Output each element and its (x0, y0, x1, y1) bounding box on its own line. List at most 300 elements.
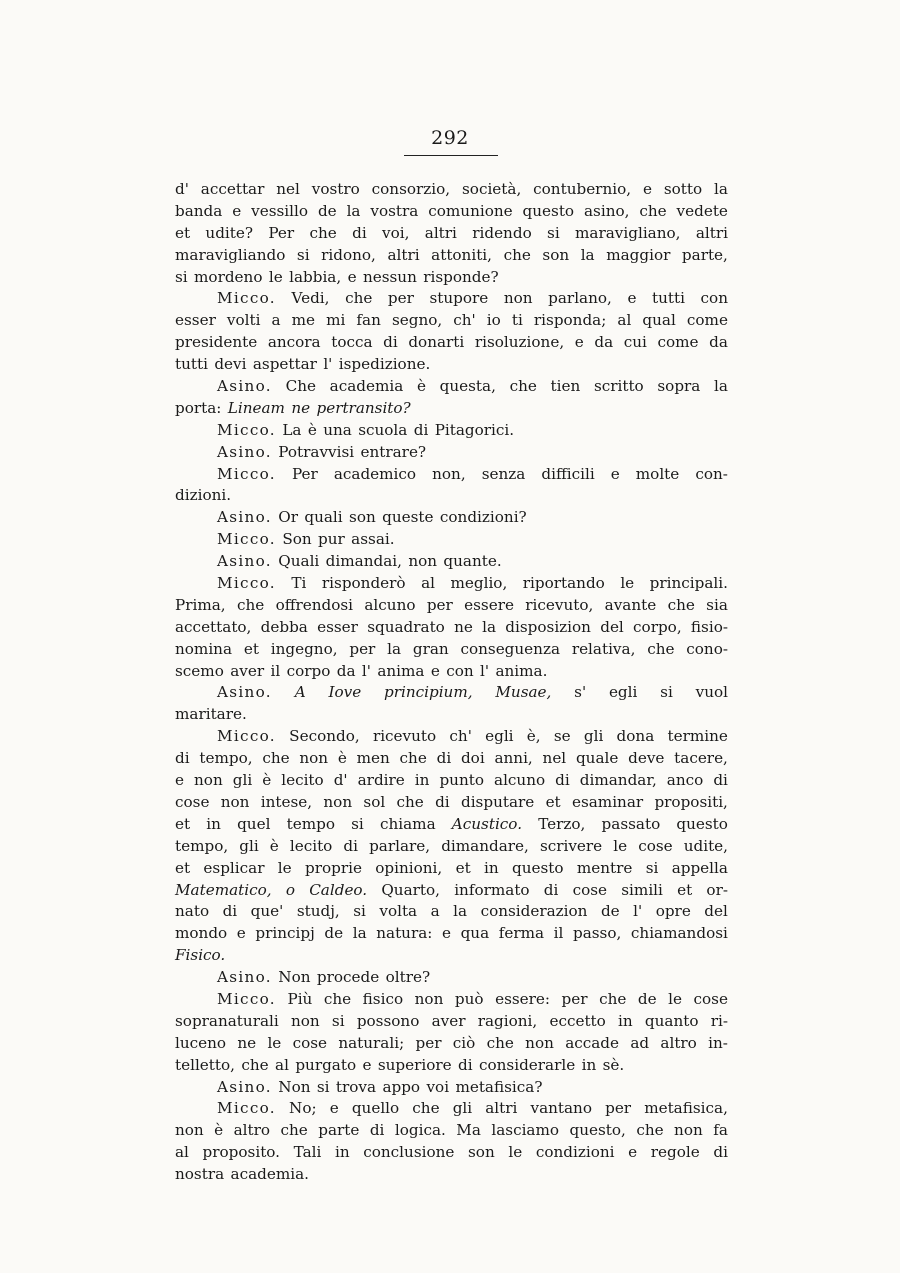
word: doi (460, 749, 485, 768)
word: labbia, (289, 267, 342, 286)
word: superiore (377, 1055, 452, 1074)
word: di (543, 880, 559, 899)
word: scrivere (539, 836, 603, 855)
word: di (175, 749, 190, 768)
italic-word: Acustico. (451, 814, 523, 833)
word: il (270, 661, 281, 680)
text-line (175, 704, 728, 726)
word: de (600, 902, 620, 921)
word: meglio, (450, 574, 508, 593)
word: egli (485, 727, 514, 746)
word: vostra (370, 201, 419, 220)
word: la (714, 377, 728, 396)
word: vessillo (251, 201, 309, 220)
word: si (331, 1011, 345, 1030)
speaker-line (175, 1077, 728, 1099)
word: metafisica, (644, 1099, 728, 1118)
word: e (362, 1055, 372, 1074)
text-line (175, 223, 728, 245)
speaker-name: Asino. (217, 1077, 272, 1096)
text-line (175, 945, 728, 967)
word: Son (282, 530, 312, 549)
word: porta: (175, 398, 222, 417)
word: cose (175, 792, 210, 811)
word: Più (287, 989, 313, 1008)
word: non (408, 552, 438, 571)
word: al (175, 1143, 189, 1162)
word: Vedi, (291, 289, 330, 308)
word: si (316, 1077, 330, 1096)
word: ti (511, 311, 523, 330)
word: men (356, 749, 390, 768)
word: cose (292, 1033, 328, 1052)
speaker-line (175, 967, 728, 989)
word: non (323, 792, 353, 811)
word: aspettar (252, 355, 317, 374)
word: in (581, 1055, 597, 1074)
word: pur (318, 530, 345, 549)
word: relativa, (571, 639, 636, 658)
word: le (267, 1033, 282, 1052)
word: dona (616, 727, 655, 746)
word: che (636, 1121, 664, 1140)
word: che (236, 595, 265, 614)
text-line (175, 1142, 728, 1164)
word: condizioni? (439, 508, 527, 527)
word: son (542, 245, 570, 264)
word: si (353, 902, 366, 921)
word: fan (356, 311, 381, 330)
word: è, (526, 727, 541, 746)
word: logica. (394, 1121, 446, 1140)
word: vantano (530, 1099, 592, 1118)
word: le (613, 836, 628, 855)
italic-word: ne (291, 398, 311, 417)
word: maravigliando (175, 245, 286, 264)
word: essere: (495, 989, 551, 1008)
word: da (336, 661, 356, 680)
word: in- (708, 1033, 728, 1052)
word: non (290, 1011, 320, 1030)
word: si (351, 814, 364, 833)
word: opre (655, 902, 691, 921)
word: molte (635, 464, 680, 483)
word: udite, (683, 836, 728, 855)
word: principali. (649, 574, 728, 593)
word: la (346, 201, 361, 220)
word: intese, (260, 792, 313, 811)
word: nato (175, 902, 210, 921)
word: et (243, 639, 259, 658)
word: è (307, 420, 317, 439)
word: questo (522, 201, 575, 220)
text-line (175, 1011, 728, 1033)
word: la (352, 924, 367, 943)
word: non (414, 989, 444, 1008)
word: scritto (593, 377, 644, 396)
word: mentre (576, 858, 633, 877)
page-number: 292 (431, 127, 469, 149)
word: or- (706, 880, 728, 899)
word: devi (214, 355, 247, 374)
word: che (486, 1033, 514, 1052)
word: a (271, 311, 281, 330)
word: in (618, 1011, 633, 1030)
word: lasciamo (491, 1121, 560, 1140)
word: maritare. (175, 705, 247, 724)
word: senza (481, 464, 526, 483)
word: disposizion (505, 617, 591, 636)
word: d' (333, 771, 348, 790)
italic-word: Matematico, (175, 880, 272, 899)
speaker-name: Micco. (217, 530, 276, 549)
word: tutti (175, 355, 208, 374)
word: conclusione (363, 1143, 455, 1162)
word: che (323, 989, 352, 1008)
text-line (175, 1120, 728, 1142)
word: non, (432, 464, 466, 483)
word: in (206, 814, 221, 833)
word: questo (511, 858, 564, 877)
word: che (309, 223, 337, 242)
word: nel (542, 749, 567, 768)
word: comunione (428, 201, 513, 220)
word: lecito (281, 771, 324, 790)
text-line (175, 1033, 728, 1055)
speaker-name: Micco. (217, 989, 276, 1008)
word: di (352, 223, 367, 242)
word: cono- (686, 639, 728, 658)
word: La (282, 420, 302, 439)
text-line (175, 814, 728, 836)
text-line (175, 485, 728, 507)
italic-word: Iove (328, 683, 362, 702)
word: non (194, 771, 223, 790)
word: accettar (200, 180, 265, 198)
word: quello (351, 1099, 400, 1118)
word: metafisica? (455, 1077, 543, 1096)
word: academico (333, 464, 417, 483)
word: è (214, 1121, 224, 1140)
word: questo, (569, 1121, 626, 1140)
word: di (555, 771, 570, 790)
word: di (713, 1143, 728, 1162)
word: regole (650, 1143, 700, 1162)
speaker-line (175, 288, 728, 310)
word: parlare, (369, 836, 431, 855)
word: e (232, 201, 242, 220)
word: altro (660, 1033, 697, 1052)
word: sè. (602, 1055, 625, 1074)
word: telletto, (175, 1055, 235, 1074)
word: qual (642, 311, 676, 330)
text-line (175, 310, 728, 332)
word: sotto (663, 180, 703, 198)
word: opinioni, (375, 858, 443, 877)
word: quali (304, 508, 343, 527)
word: son (468, 1143, 495, 1162)
word: lecito (289, 836, 333, 855)
word: al (275, 1055, 289, 1074)
word: risponde? (423, 267, 499, 286)
speaker-line (175, 682, 728, 704)
word: questa, (439, 377, 496, 396)
word: altri (485, 1099, 518, 1118)
word: esser (317, 617, 358, 636)
word: possono (356, 1011, 420, 1030)
text-line (175, 245, 728, 267)
word: si (660, 683, 673, 702)
text-line (175, 1055, 728, 1077)
text-line (175, 858, 728, 880)
word: deve (628, 749, 665, 768)
word: alcuno (494, 771, 546, 790)
word: al (617, 311, 632, 330)
word: non (525, 1033, 554, 1052)
word: è (337, 749, 347, 768)
word: come (686, 311, 728, 330)
word: dimandare, (441, 836, 529, 855)
word: trova (335, 1077, 377, 1096)
word: mondo (175, 924, 228, 943)
word: di (343, 836, 358, 855)
word: che (280, 1121, 308, 1140)
word: le (268, 267, 283, 286)
italic-word: principium, (383, 683, 473, 702)
word: nessun (362, 267, 417, 286)
word: conseguenza (460, 639, 561, 658)
speaker-line (175, 442, 728, 464)
word: che (396, 792, 424, 811)
speaker-name: Micco. (217, 289, 276, 308)
word: condizioni (535, 1143, 615, 1162)
word: Terzo, (538, 814, 586, 833)
word: società, (462, 180, 522, 198)
word: vedete (676, 201, 728, 220)
word: ridendo (472, 223, 532, 242)
word: si (296, 245, 310, 264)
word: e (347, 267, 357, 286)
word: si (645, 858, 659, 877)
word: contubernio, (533, 180, 632, 198)
text-line (175, 923, 728, 945)
word: altri (695, 223, 728, 242)
word: non (175, 1121, 204, 1140)
word: in (414, 771, 430, 790)
word: donarti (408, 333, 465, 352)
speaker-name: Asino. (217, 683, 272, 702)
word: parte (318, 1121, 360, 1140)
word: e (628, 1143, 638, 1162)
text-line (175, 179, 728, 201)
text-line (175, 661, 728, 683)
word: passato (601, 814, 661, 833)
word: corpo, (633, 617, 682, 636)
word: per (605, 1099, 632, 1118)
word: propositi, (654, 792, 728, 811)
word: sol (363, 792, 386, 811)
word: studj, (296, 902, 340, 921)
word: ferma (498, 924, 545, 943)
word: Ti (291, 574, 307, 593)
word: l' (361, 661, 371, 680)
word: di (369, 1121, 385, 1140)
word: risponderò (321, 574, 406, 593)
word: presidente (175, 333, 258, 352)
word: volta (379, 902, 418, 921)
italic-word: Caldeo. (309, 880, 368, 899)
word: io (486, 311, 501, 330)
word: mi (326, 311, 346, 330)
word: tutti (652, 289, 685, 308)
speaker-name: Micco. (217, 727, 276, 746)
word: dimandai, (325, 552, 402, 571)
word: e (236, 924, 246, 943)
word: purgato (295, 1055, 357, 1074)
dialogue-text-block (175, 179, 728, 1186)
speaker-name: Micco. (217, 464, 276, 483)
word: Tali (293, 1143, 322, 1162)
word: l' (480, 661, 490, 680)
word: di (383, 333, 398, 352)
word: mordeno (194, 267, 263, 286)
word: luceno (175, 1033, 227, 1052)
word: passo, (572, 924, 622, 943)
word: le (508, 1143, 523, 1162)
word: academia. (230, 1165, 309, 1184)
word: proposito. (202, 1143, 280, 1162)
word: et (545, 792, 561, 811)
word: queste (382, 508, 434, 527)
word: ancora (267, 333, 321, 352)
word: Per (268, 223, 295, 242)
word: esplicar (203, 858, 265, 877)
speaker-line (175, 376, 728, 398)
word: che (667, 595, 695, 614)
word: corpo (286, 661, 331, 680)
word: è (269, 836, 279, 855)
word: volti (226, 311, 261, 330)
word: come (657, 333, 699, 352)
word: nel (276, 180, 300, 198)
word: esaminar (571, 792, 644, 811)
word: d' (175, 180, 189, 198)
word: Quali (278, 552, 320, 571)
speaker-line (175, 420, 728, 442)
word: termine (667, 727, 728, 746)
word: naturali; (338, 1033, 405, 1052)
word: che (345, 289, 373, 308)
word: natura: (376, 924, 433, 943)
word: da (594, 333, 614, 352)
word: essere (464, 595, 514, 614)
text-line (175, 267, 728, 289)
word: gli (452, 1099, 473, 1118)
word: che (647, 639, 675, 658)
word: di (413, 420, 429, 439)
text-line (175, 770, 728, 792)
word: la (580, 245, 595, 264)
word: proprie (304, 858, 362, 877)
word: attoniti, (431, 245, 492, 264)
word: ardire (357, 771, 405, 790)
word: scemo (175, 661, 224, 680)
word: informato (454, 880, 530, 899)
word: ricevuto, (525, 595, 594, 614)
word: ispedizione. (338, 355, 431, 374)
word: academia (329, 377, 404, 396)
italic-word: Lineam (227, 398, 285, 417)
word: tocca (331, 333, 373, 352)
word: fa (713, 1121, 728, 1140)
italic-word: pertransito? (316, 398, 411, 417)
word: ch' (449, 727, 472, 746)
word: altri (424, 223, 457, 242)
word: che (262, 749, 290, 768)
word: scuola (358, 420, 408, 439)
word: le (668, 989, 682, 1008)
word: di (436, 749, 452, 768)
word: tacere, (674, 749, 728, 768)
word: e (175, 771, 184, 790)
word: e (627, 289, 637, 308)
word: ragioni, (477, 1011, 538, 1030)
word: Secondo, (289, 727, 360, 746)
word: vostro (311, 180, 360, 198)
italic-word: o (285, 880, 295, 899)
word: offrendosi (275, 595, 354, 614)
word: difficili (541, 464, 595, 483)
word: di (435, 792, 450, 811)
word: anni, (494, 749, 533, 768)
word: considerazion (480, 902, 588, 921)
speaker-name: Asino. (217, 552, 272, 571)
word: quanto (644, 1011, 699, 1030)
word: cose (638, 836, 673, 855)
word: ch' (453, 311, 476, 330)
word: procede (316, 968, 380, 987)
word: in (334, 1143, 350, 1162)
word: risoluzione, (474, 333, 565, 352)
text-line (175, 836, 728, 858)
speaker-name: Micco. (217, 574, 276, 593)
word: ricevuto (372, 727, 437, 746)
word: appo (382, 1077, 421, 1096)
word: che (503, 245, 531, 264)
word: consorzio, (371, 180, 451, 198)
word: me (291, 311, 316, 330)
word: nomina (175, 639, 233, 658)
word: riportando (522, 574, 605, 593)
word: de (324, 924, 344, 943)
text-line (175, 332, 728, 354)
word: eccetto (549, 1011, 606, 1030)
word: questo (676, 814, 728, 833)
word: e (574, 333, 584, 352)
word: esser (175, 311, 216, 330)
word: nostra (175, 1165, 225, 1184)
word: dizioni. (175, 486, 232, 505)
word: con (700, 289, 728, 308)
word: e (329, 1099, 339, 1118)
word: et (455, 858, 471, 877)
word: se (553, 727, 571, 746)
word: punto (439, 771, 484, 790)
text-line (175, 792, 728, 814)
word: chiamandosi (630, 924, 728, 943)
word: accade (565, 1033, 620, 1052)
word: tien (550, 377, 581, 396)
